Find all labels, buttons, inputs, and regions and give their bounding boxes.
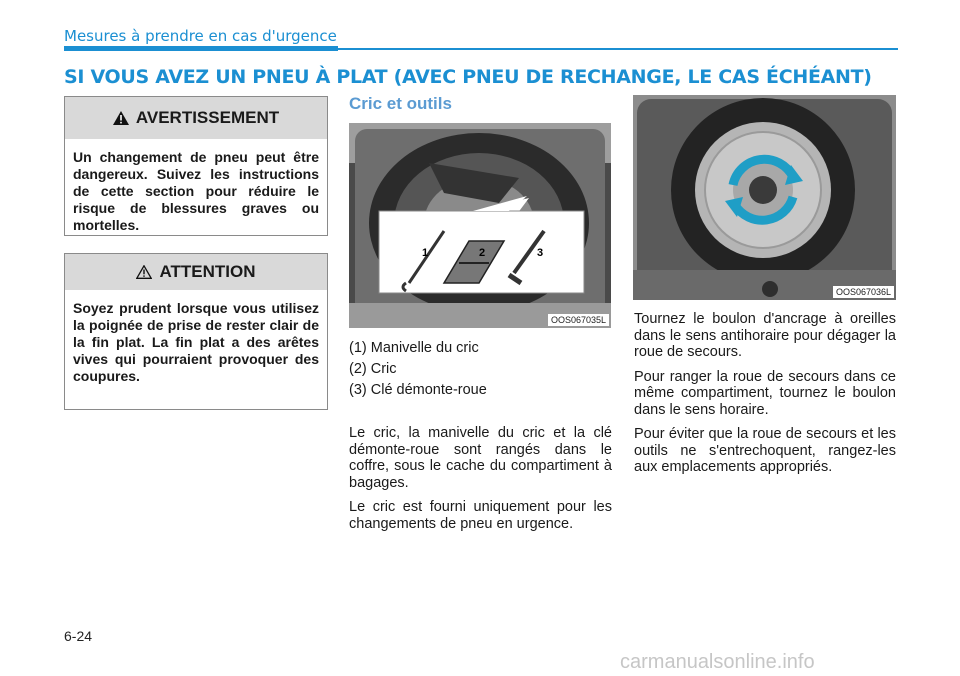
caution-header <box>65 254 327 290</box>
callout-3: 3 <box>537 247 544 259</box>
caution-box <box>64 253 328 410</box>
tool-list-item: (3) Clé démonte-roue <box>349 382 487 398</box>
caution-label: ATTENTION <box>159 262 256 281</box>
warning-filled-icon <box>113 111 129 125</box>
warning-label: AVERTISSEMENT <box>135 108 280 127</box>
section-header: Mesures à prendre en cas d'urgence <box>64 27 337 45</box>
paragraph: Pour ranger la roue de secours dans ce même compartiment, tournez le boulon dans le sens horaire. <box>634 368 896 418</box>
page-number: 6-24 <box>64 628 93 644</box>
spare-wheel-illustration <box>633 95 896 300</box>
paragraph: Pour éviter que la roue de secours et les outils ne s'entrechoquent, rangez-les aux emplacements appropriés. <box>634 426 896 475</box>
trunk-jack-illustration <box>349 123 611 328</box>
paragraph: Le cric est fourni uniquement pour les changements de pneu en urgence. <box>349 499 612 532</box>
tool-list-item: (1) Manivelle du cric <box>349 340 479 356</box>
tool-list-item: (2) Cric <box>349 361 397 377</box>
warning-header <box>65 97 327 139</box>
photo-code-2: OOS067036L <box>833 286 894 298</box>
photo-jack-tools <box>349 123 611 328</box>
callout-1: 1 <box>422 247 429 259</box>
paragraph: Tournez le boulon d'ancrage à oreilles dans le sens antihoraire pour dégager la roue de secours. <box>634 311 896 360</box>
paragraph: Le cric, la manivelle du cric et la clé démonte-roue sont rangés dans le coffre, sous le cache du compartiment à bagages. <box>349 425 612 491</box>
photo-spare-wheel <box>633 95 896 300</box>
right-column-text <box>634 311 896 484</box>
header-rule-thin <box>338 48 898 50</box>
warning-text: Un changement de pneu peut être dangereux. Suivez les instructions de cette section pour réduire le risque de blessures graves ou mortelles. <box>73 149 319 233</box>
middle-column-text <box>349 425 612 540</box>
caution-text: Soyez prudent lorsque vous utilisez la poignée de prise de rester clair de la fin plat. La fin plat a des arêtes vives qui pourraient provoquer des coupures. <box>73 300 319 384</box>
watermark: carmanualsonline.info <box>620 651 815 673</box>
caution-outline-icon <box>136 265 152 279</box>
header-rule-thick <box>64 46 338 51</box>
subsection-title: Cric et outils <box>349 94 452 113</box>
callout-2: 2 <box>479 247 486 259</box>
photo-code-1: OOS067035L <box>548 314 609 326</box>
warning-box <box>64 96 328 236</box>
page-title: SI VOUS AVEZ UN PNEU À PLAT (AVEC PNEU DE RECHANGE, LE CAS ÉCHÉANT) <box>64 66 872 88</box>
